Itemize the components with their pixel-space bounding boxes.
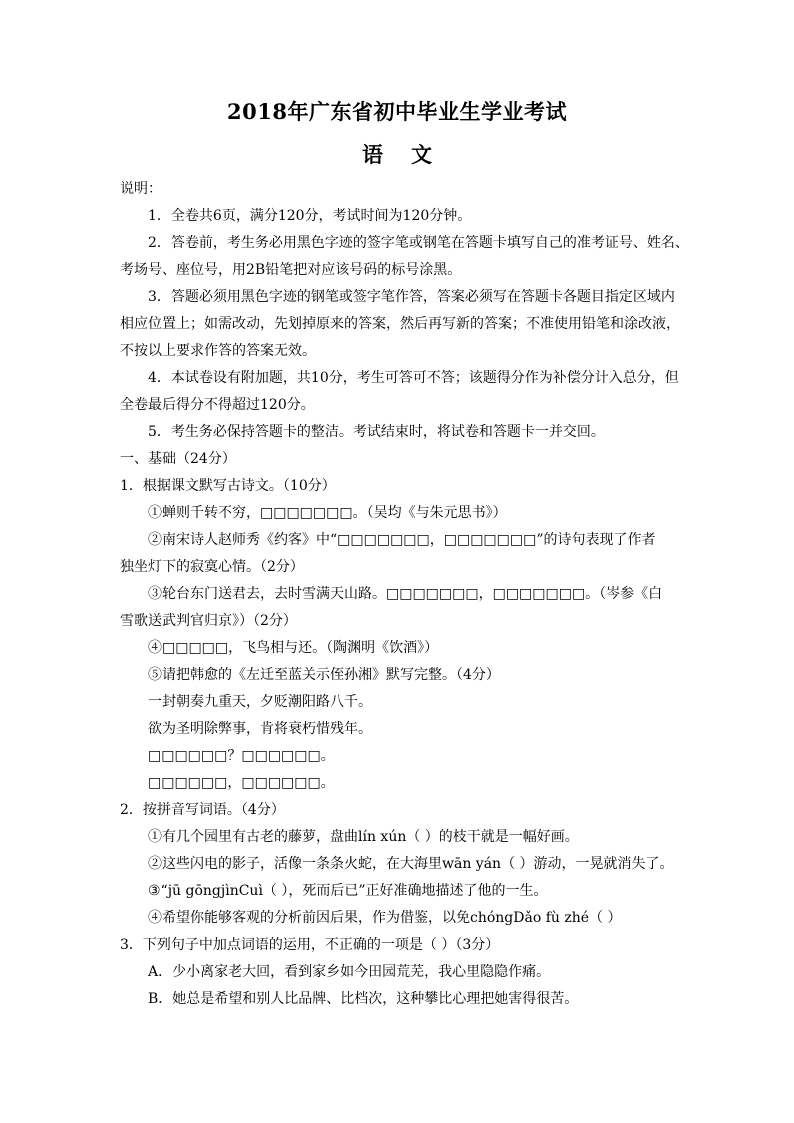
question-line: ①有几个园里有古老的藤萝，盘曲lín xún（ ）的枝干就是一幅好画。 xyxy=(148,829,579,845)
instruction-line: 5．考生务必保持答题卡的整洁。考试结束时，将试卷和答题卡一并交回。 xyxy=(148,424,605,440)
poem-line: 欲为圣明除弊事，肯将衰朽惜残年。 xyxy=(148,721,372,737)
instruction-line: 2．答卷前，考生务必用黑色字迹的签字笔或钢笔在答题卡填写自己的准考证号、姓名、 xyxy=(148,235,689,251)
instruction-line: 考场号、座位号，用2B铅笔把对应该号码的标号涂黑。 xyxy=(120,262,462,278)
subject-heading xyxy=(0,139,794,169)
instruction-line: 不按以上要求作答的答案无效。 xyxy=(120,343,316,359)
instruction-line: 全卷最后得分不得超过120分。 xyxy=(120,397,315,413)
instruction-line: 1．全卷共6页，满分120分，考试时间为120分钟。 xyxy=(148,208,472,224)
option-line: A．少小离家老大回，看到家乡如今田园荒芜，我心里隐隐作痛。 xyxy=(148,964,551,980)
subject-char-1: 语 xyxy=(362,142,383,167)
question-heading: 2．按拼音写词语。（4分） xyxy=(120,802,285,818)
instruction-line: 相应位置上；如需改动，先划掉原来的答案，然后再写新的答案；不准使用铅笔和涂改液， xyxy=(120,316,680,332)
question-line: ③“jū gōngjìnCuì（ ），死而后已”正好准确地描述了他的一生。 xyxy=(148,883,548,899)
poem-line: 一封朝奏九重天，夕贬潮阳路八千。 xyxy=(148,694,372,710)
question-line: 独坐灯下的寂寞心情。（2分） xyxy=(120,559,304,575)
question-heading: 3．下列句子中加点词语的运用，不正确的一项是（ ）（3分） xyxy=(120,937,500,953)
section-heading: 一、基础（24分） xyxy=(120,451,236,467)
question-line: ④希望你能够客观的分析前因后果，作为借鉴，以免chóngDǎo fù zhé（ ） xyxy=(148,910,622,926)
poem-line: □□□□□□，□□□□□□。 xyxy=(148,775,335,791)
question-line: ②这些闪电的影子，活像一条条火蛇，在大海里wān yán（ ）游动，一晃就消失了。 xyxy=(148,856,674,872)
subject-char-2: 文 xyxy=(411,142,432,167)
exam-title: 2018年广东省初中毕业生学业考试 xyxy=(227,99,567,124)
instructions-label: 说明： xyxy=(120,181,162,197)
question-line: ⑤请把韩愈的《左迁至蓝关示侄孙湘》默写完整。（4分） xyxy=(148,667,500,683)
instruction-line: 4．本试卷设有附加题，共10分，考生可答可不答；该题得分作为补偿分计入总分，但 xyxy=(148,370,679,386)
question-line: 雪歌送武判官归京》）（2分） xyxy=(120,613,297,629)
option-line: B．她总是希望和别人比品牌、比档次，这种攀比心理把她害得很苦。 xyxy=(148,991,579,1007)
question-line: ①蝉则千转不穷，□□□□□□□。（吴均《与朱元思书》） xyxy=(148,505,507,521)
question-heading: 1．根据课文默写古诗文。（10分） xyxy=(120,478,336,494)
exam-body xyxy=(120,176,689,1013)
question-line: ④□□□□□，飞鸟相与还。（陶渊明《饮酒》） xyxy=(148,640,439,656)
question-line: ②南宋诗人赵师秀《约客》中“□□□□□□□，□□□□□□□”的诗句表现了作者 xyxy=(148,532,656,548)
poem-line: □□□□□□？□□□□□□。 xyxy=(148,748,335,764)
instruction-line: 3．答题必须用黑色字迹的钢笔或签字笔作答，答案必须写在答题卡各题目指定区域内 xyxy=(148,289,675,305)
question-line: ③轮台东门送君去，去时雪满天山路。□□□□□□□，□□□□□□□。（岑参《白 xyxy=(148,586,663,602)
